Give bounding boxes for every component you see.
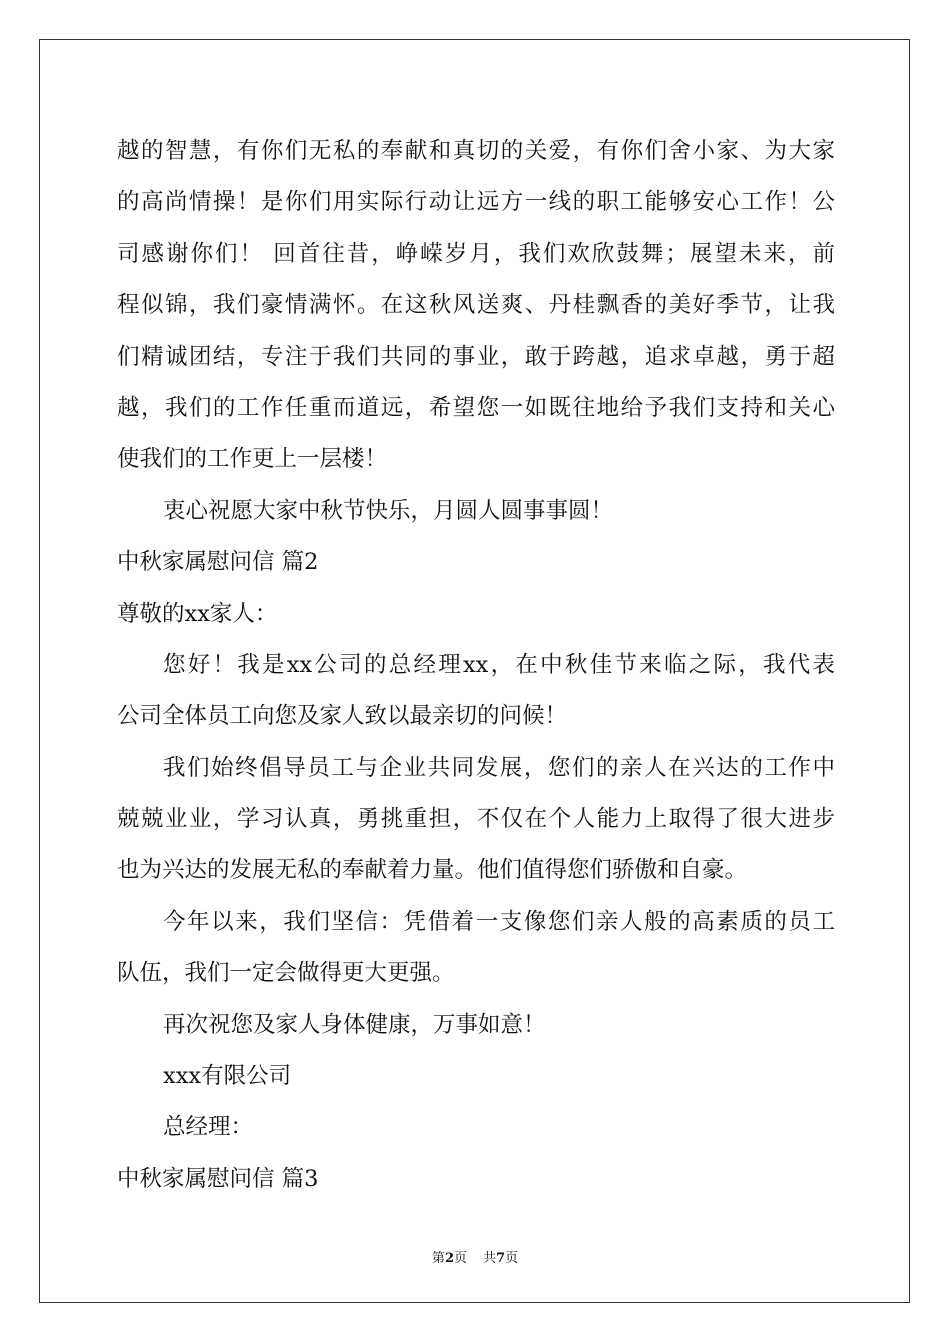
body-line: 越，我们的工作任重而道远，希望您一如既往地给予我们支持和关心 — [117, 394, 835, 421]
body-line: 的高尚情操！是你们用实际行动让远方一线的职工能够安心工作！公 — [117, 189, 835, 216]
document-body — [117, 128, 835, 1207]
page-number: 2 — [444, 1251, 454, 1266]
signature-title: 总经理： — [163, 1114, 254, 1141]
body-line: 您好！我是xx公司的总经理xx，在中秋佳节来临之际，我代表 — [163, 651, 835, 678]
page-prefix: 第 — [431, 1251, 445, 1266]
body-line: 越的智慧，有你们无私的奉献和真切的关爱，有你们舍小家、为大家 — [117, 138, 835, 164]
body-line: 公司全体员工向您及家人致以最亲切的问候！ — [117, 703, 568, 730]
signature-company: xxx有限公司 — [163, 1063, 292, 1090]
total-prefix: 共 — [483, 1251, 497, 1266]
body-line: 兢兢业业，学习认真，勇挑重担，不仅在个人能力上取得了很大进步 — [117, 806, 835, 833]
closing-wish: 衷心祝愿大家中秋节快乐，月圆人圆事事圆！ — [163, 497, 614, 524]
body-line: 今年以来，我们坚信：凭借着一支像您们亲人般的高素质的员工 — [163, 908, 835, 935]
salutation: 尊敬的xx家人： — [117, 600, 278, 627]
body-line: 们精诚团结，专注于我们共同的事业，敢于跨越，追求卓越，勇于超 — [117, 343, 835, 370]
section-heading: 中秋家属慰问信 篇3 — [117, 1165, 319, 1192]
body-line: 程似锦，我们豪情满怀。在这秋风送爽、丹桂飘香的美好季节，让我 — [117, 292, 835, 319]
body-line: 队伍，我们一定会做得更大更强。 — [117, 960, 455, 987]
closing-wish: 再次祝您及家人身体健康，万事如意！ — [163, 1011, 546, 1038]
page-suffix: 页 — [453, 1251, 467, 1266]
section-heading: 中秋家属慰问信 篇2 — [117, 549, 319, 576]
total-pages: 7 — [496, 1251, 506, 1266]
total-suffix: 页 — [505, 1251, 519, 1266]
page-footer — [0, 1247, 950, 1266]
body-line: 司感谢你们！ 回首往昔，峥嵘岁月，我们欢欣鼓舞；展望未来，前 — [117, 240, 835, 267]
body-line: 也为兴达的发展无私的奉献着力量。他们值得您们骄傲和自豪。 — [117, 857, 748, 884]
body-line: 我们始终倡导员工与企业共同发展，您们的亲人在兴达的工作中 — [163, 754, 835, 781]
body-line: 使我们的工作更上一层楼！ — [117, 446, 388, 473]
